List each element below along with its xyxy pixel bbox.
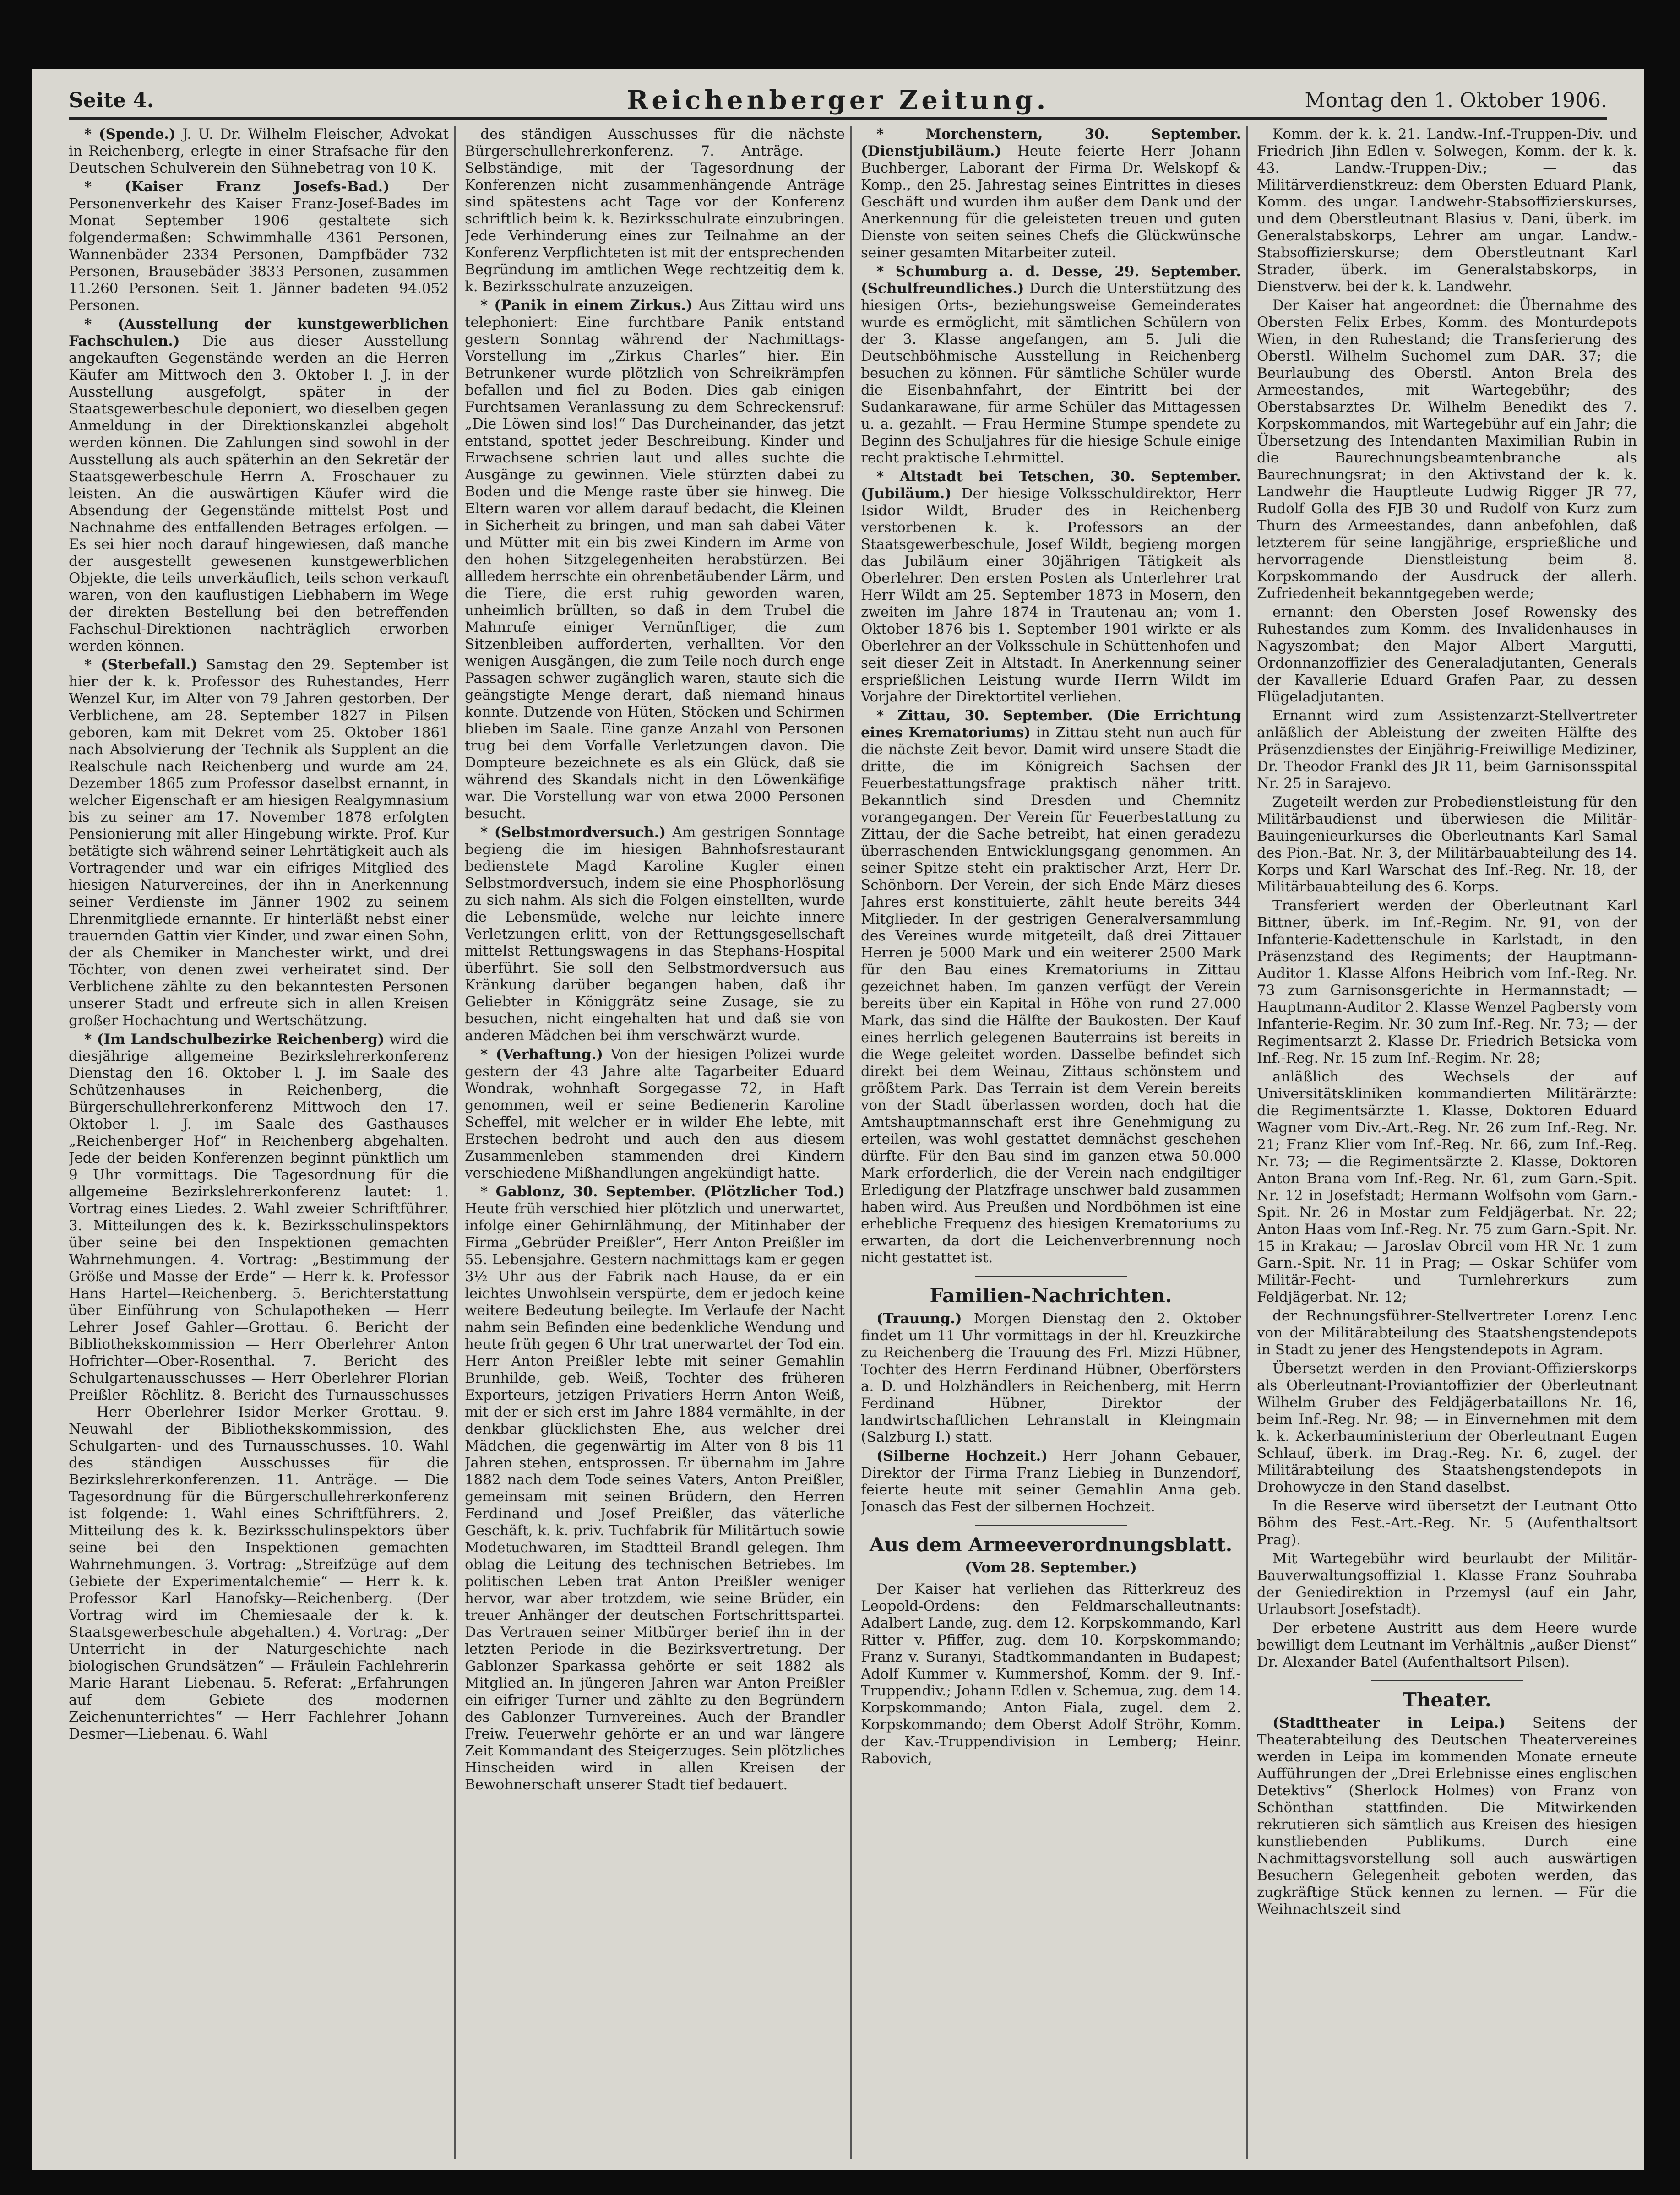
news-item-lead: * Altstadt bei Tetschen, 30. September. (Jubiläum.) <box>861 468 1241 502</box>
column-1 <box>69 126 449 2159</box>
c1-items <box>69 126 449 1743</box>
news-item-text: der Rechnungsführer-Stellvertreter Lorenz Lenc von der Militärabteilung des Staatshengstendepots in Stadt zu jener des Hengstendepots in Agram. <box>1257 1308 1637 1358</box>
news-item-text: Morgen Dienstag den 2. Oktober findet um 11 Uhr vormittags in der hl. Kreuzkirche zu Reichenberg die Trauung des Frl. Mizzi Hübner, Tochter des Herrn Ferdinand Hübner, Oberförsters a. D. und Holzhändlers in Reichenberg, mit Herrn Ferdinand Hübner, Direktor der landwirtschaftlichen Lehranstalt in Kleingmain (Salzburg I.) statt. <box>861 1310 1241 1445</box>
masthead-title: Reichenberger Zeitung. <box>626 85 1049 115</box>
news-item <box>861 1581 1241 1767</box>
newspaper-page <box>32 69 1644 2170</box>
news-item-lead: * Morchenstern, 30. September. (Dienstjubiläum.) <box>861 126 1241 159</box>
news-item-text: Mit Wartegebühr wird beurlaubt der Militär-Bauverwaltungsoffizial 1. Klasse Franz Souhraba der Geniedirektion in Przemysl (auf ein Jahr, Urlaubsort Josefstadt). <box>1257 1550 1637 1618</box>
column-4 <box>1257 126 1637 2159</box>
news-item <box>465 824 845 1044</box>
news-item <box>861 126 1241 261</box>
news-item-lead: * Zittau, 30. September. (Die Errichtung eines Krematoriums) <box>861 707 1241 741</box>
news-item-text: Samstag den 29. September ist hier der k. k. Professor des Ruhestandes, Herr Wenzel Kur, im Alter von 79 Jahren gestorben. Der Verblichene, am 28. September 1827 in Pilsen geboren, kam mit Dekret vom 25. Oktober 1861 nach Absolvierung der Technik als Supplent an die Realschule nach Reichenberg und wurde am 24. Dezember 1865 zum Professor daselbst ernannt, in welcher Eigenschaft er am hiesigen Realgymnasium bis zu seiner am 17. November 1878 erfolgten Pensionierung mit aller Hingebung wirkte. Prof. Kur betätigte sich während seiner Lehrtätigkeit auch als Vortragender und war ein eifriges Mitglied des hiesigen Naturvereines, der ihn in Anerkennung seiner Verdienste im Jänner 1902 zu seinem Ehrenmitgliede ernannte. Er hinterläßt nebst einer trauernden Gattin vier Kinder, und zwar einen Sohn, der als Chemiker in Manchester wirkt, und drei Töchter, von denen zwei verheiratet sind. Der Verblichene zählte zu den bekanntesten Personen unserer Stadt und erfreute sich in allen Kreisen großer Hochachtung und Wertschätzung. <box>69 657 449 1029</box>
news-item <box>69 657 449 1029</box>
news-item-lead: * Schumburg a. d. Desse, 29. September. (Schulfreundliches.) <box>861 263 1241 297</box>
news-item <box>861 468 1241 706</box>
news-item-text: ernannt: den Obersten Josef Rowensky des Ruhestandes zum Komm. des Invalidenhauses in Nagyszombat; den Major Albert Margutti, Ordonnanzoffizier des Generaladjutanten, Generals der Kavallerie Eduard Grafen Paar, zu dessen Flügeladjutanten. <box>1257 604 1637 705</box>
theater-items <box>1257 1715 1637 1918</box>
news-item-lead: * (Verhaftung.) <box>480 1046 603 1063</box>
news-item <box>861 707 1241 1266</box>
section-heading-family: Familien-Nachrichten. <box>930 1284 1172 1307</box>
news-item-lead: * (Ausstellung der kunstgewerblichen Fachschulen.) <box>69 316 449 349</box>
divider <box>975 1276 1127 1277</box>
news-item-text: Von der hiesigen Polizei wurde gestern der 43 Jahre alte Tagarbeiter Eduard Wondrak, wohnhaft Sorgegasse 72, in Haft genommen, weil er seine Bedienerin Karoline Scheffel, mit welcher er in wilder Ehe lebte, mit Erstechen bedroht und auch den aus diesem Zusammenleben stammenden drei Kindern verschiedene Mißhandlungen angekündigt hatte. <box>465 1046 845 1181</box>
divider <box>1371 1680 1523 1681</box>
c2-items <box>465 126 845 1793</box>
column-2 <box>465 126 845 2159</box>
army-items <box>861 1581 1241 1767</box>
news-item <box>861 1310 1241 1446</box>
news-item-text: in Zittau steht nun auch für die nächste Zeit bevor. Damit wird unsere Stadt die dritte, die im Königreich Sachsen der Feuerbestattungsfrage praktisch näher tritt. Bekanntlich sind Dresden und Chemnitz vorangegangen. Der Verein für Feuerbestattung zu Zittau, der die Sache betreibt, hat einen geradezu überraschenden Entwicklungsgang genommen. An seiner Spitze steht ein praktischer Arzt, Herr Dr. Schönborn. Der Verein, der sich Ende März dieses Jahres erst konstituierte, zählt heute bereits 344 Mitglieder. In der gestrigen Generalversammlung des Vereines wurde mitgeteilt, daß drei Zittauer Herren je 5000 Mark und ein weiterer 2500 Mark für den Bau eines Krematoriums in Zittau gezeichnet haben. Im ganzen verfügt der Verein bereits über ein Kapital in Höhe von rund 27.000 Mark, das sind die Hälfte der Baukosten. Der Kauf eines herrlich gelegenen Bauterrains ist bereits in die Wege geleitet worden. Dasselbe befindet sich direkt bei dem Weinau, Zittaus schönstem und größtem Park. Das Terrain ist dem Verein bereits von der Stadt überlassen worden, doch hat die Amtshauptmannschaft erst ihre Genehmigung zu erteilen, was wohl gestattet demnächst geschehen dürfte. Für den Bau sind im ganzen etwa 50.000 Mark erforderlich, die der Verein nach endgiltiger Erledigung der Platzfrage unschwer bald zusammen haben wird. Aus Preußen und Nordböhmen ist eine erhebliche Frequenz des hiesigen Krematoriums zu erwarten, da dort die Leichenverbrennung noch nicht gestattet ist. <box>861 724 1241 1266</box>
news-item <box>1257 794 1637 896</box>
news-item-lead: * (Sterbefall.) <box>84 657 198 673</box>
news-item-text: Aus Zittau wird uns telephoniert: Eine furchtbare Panik entstand gestern Sonntag während der Nachmittags-Vorstellung im „Zirkus Charles“ hier. Ein Betrunkener wurde plötzlich von Schreikrämpfen befallen und fiel zu Boden. Dies gab einigen Furchtsamen Veranlassung zu dem Schreckensruf: „Die Löwen sind los!“ Das Durcheinander, das jetzt entstand, spottet jeder Beschreibung. Kinder und Erwachsene schrien laut und alles suchte die Ausgänge zu gewinnen. Viele stürzten dabei zu Boden und die Menge raste über sie hinweg. Die Eltern waren vor allem darauf bedacht, die Kleinen in Sicherheit zu bringen, und man sah dabei Väter und Mütter mit ein bis zwei Kindern im Arme von den hohen Sitzgelegenheiten herabstürzen. Bei allledem herrschte ein ohrenbetäubender Lärm, und die Tiere, die erst ruhig geworden waren, unheimlich brüllten, so daß in dem Trubel die Mahnrufe einiger Vernünftiger, die zum Sitzenbleiben aufforderten, verhallten. Vor den wenigen Ausgängen, die zum Teile noch durch enge Passagen schwer zugänglich waren, staute sich die geängstigte Menge derart, daß niemand hinaus konnte. Dutzende von Hüten, Stöcken und Schirmen blieben im Saale. Eine ganze Anzahl von Personen trug bei dem Vorfalle Verletzungen davon. Die Dompteure bezeichnete es als ein Glück, daß sie während des Skandals nicht in den Löwenkäfige war. Die Vorstellung war von etwa 2000 Personen besucht. <box>465 297 845 822</box>
news-item <box>861 1448 1241 1516</box>
section-heading-army: Aus dem Armeeverordnungsblatt. <box>869 1533 1233 1556</box>
news-item <box>1257 897 1637 1067</box>
column-3 <box>861 126 1241 2159</box>
news-item <box>465 1046 845 1182</box>
news-item <box>1257 1360 1637 1496</box>
news-item-text: Heute früh verschied hier plötzlich und unerwartet, infolge einer Gehirnlähmung, der Mitinhaber der Firma „Gebrüder Preißler“, Herr Anton Preißler im 55. Lebensjahre. Gestern nachmittags kam er gegen 3½ Uhr aus der Fabrik nach Hause, da er ein leichtes Unwohlsein verspürte, dem er jedoch keine weitere Bedeutung beilegte. Im Verlaufe der Nacht nahm sein Befinden eine bedenkliche Wendung und heute früh gegen 6 Uhr trat unerwartet der Tod ein. Herr Anton Preißler lebte mit seiner Gemahlin Brunhilde, geb. Weiß, Tochter des früheren Exporteurs, jetzigen Privatiers Herrn Anton Weiß, mit der er sich erst im Jahre 1884 vermählte, in der denkbar glücklichsten Ehe, aus welcher drei Mädchen, die gegenwärtig im Alter von 8 bis 11 Jahren stehen, entsprossen. Er übernahm im Jahre 1882 nach dem Tode seines Vaters, Anton Preißler, gemeinsam mit seinen Brüdern, den Herren Ferdinand und Josef Preißler, das väterliche Geschäft, k. k. priv. Tuchfabrik für Militärtuch sowie Modetuchwaren, im Stadtteil Brandl gelegen. Ihm oblag die Leitung des technischen Betriebes. Im politischen Leben trat Anton Preißler weniger hervor, war aber trotzdem, wie seine Brüder, ein treuer Anhänger der deutschen Fortschrittspartei. Das Vertrauen seiner Mitbürger berief ihn in der letzten Periode in die Bezirksvertretung. Der Gablonzer Sparkassa gehörte er seit 1882 als Mitglied an. In jüngeren Jahren war Anton Preißler ein eifriger Turner und zählte zu den Begründern des Gablonzer Turnvereines. Auch der Brandler Freiw. Feuerwehr gehörte er an und war längere Zeit Kommandant des Steigerzuges. Sein plötzliches Hinscheiden wird in allen Kreisen der Bewohnerschaft unserer Stadt tief bedauert. <box>465 1201 845 1793</box>
news-item-text: Der hiesige Volksschuldirektor, Herr Isidor Wildt, Bruder des in Reichenberg verstorbenen k. k. Professors an der Staatsgewerbeschule, Josef Wildt, begieng morgen das Jubiläum einer 30jährigen Tätigkeit als Oberlehrer. Den ersten Posten als Unterlehrer trat Herr Wildt am 25. September 1873 in Mosern, den zweiten im Jahre 1874 in Trautenau an; vom 1. Oktober 1876 bis 1. September 1901 wirkte er als Oberlehrer an der Volksschule in Schüttenhofen und seit dieser Zeit in Altstadt. In Anerkennung seiner ersprießlichen Leistung wurde Herrn Wildt im Vorjahre der Direktortitel verliehen. <box>861 485 1241 705</box>
c4-items <box>1257 126 1637 1671</box>
news-item-lead: * (Kaiser Franz Josefs-Bad.) <box>84 179 390 195</box>
section-subheading-army: (Vom 28. September.) <box>965 1559 1137 1576</box>
news-item <box>1257 1550 1637 1618</box>
news-item-text: des ständigen Ausschusses für die nächste Bürgerschullehrerkonferenz. 7. Anträge. — Selbständige, mit der Tagesordnung der Konferenzen nicht zusammenhängende Anträge sind spätestens acht Tage vor der Konferenz schriftlich beim k. k. Bezirksschulrate einzubringen. Jede Verhinderung eines zur Teilnahme an der Konferenz Verpflichteten ist mit der entsprechenden Begründung im amtlichen Wege rechtzeitig dem k. k. Bezirksschulrate anzuzeigen. <box>465 126 845 295</box>
news-item <box>1257 604 1637 706</box>
column-rule <box>454 126 456 2159</box>
page-header <box>69 85 1607 120</box>
news-item <box>1257 297 1637 602</box>
news-item-text: Durch die Unterstützung des hiesigen Orts-, beziehungsweise Gemeinderates wurde es ermöglicht, mit sämtlichen Schülern von der 3. Klasse angefangen, am 5. Juli die Deutschböhmische Ausstellung in Reichenberg besuchen zu können. Für sämtliche Schüler wurde die Eisenbahnfahrt, der Eintritt bei der Sudankarawane, für arme Schüler das Mittagessen u. a. gezahlt. — Frau Hermine Stumpe spendete zu Beginn des Schuljahres für die hiesige Schule einige recht praktische Lehrmittel. <box>861 280 1241 466</box>
news-item <box>465 297 845 822</box>
news-item <box>465 1184 845 1793</box>
news-item <box>1257 1308 1637 1358</box>
news-item <box>69 316 449 655</box>
news-item-lead: * (Selbstmordversuch.) <box>480 824 666 841</box>
news-item-text: Komm. der k. k. 21. Landw.-Inf.-Truppen-Div. und Friedrich Jihn Edlen v. Solwegen, Komm. der k. k. 43. Landw.-Truppen-Div.; — das Militärverdienstkreuz: dem Obersten Eduard Plank, Komm. des ungar. Landwehr-Stabsoffizierskurses, und dem Oberstleutnant Blasius v. Dani, überk. im Generalstabskorps, Lehrer am ungar. Landw.-Stabsoffizierskurse; dem Oberstleutnant Karl Strader, überk. im Generalstabskorps, in Dienstverw. bei der k. k. Landwehr. <box>1257 126 1637 295</box>
news-item-lead: * (Spende.) <box>84 126 176 142</box>
news-item <box>69 126 449 177</box>
news-item-text: Der Personenverkehr des Kaiser Franz-Josef-Bades im Monat September 1906 gestaltete sich folgendermaßen: Schwimmhalle 4361 Personen, Wannenbäder 2334 Personen, Dampfbäder 732 Personen, Brausebäder 3833 Personen, zusammen 11.260 Personen. Seit 1. Jänner badeten 94.052 Personen. <box>69 179 449 314</box>
news-item <box>861 263 1241 467</box>
news-item <box>69 179 449 314</box>
news-item-lead: (Trauung.) <box>876 1310 962 1327</box>
news-item-text: Seitens der Theaterabteilung des Deutschen Theatervereines werden in Leipa im kommenden Monate erneute Aufführungen der „Drei Erlebnisse eines englischen Detektivs“ (Sherlock Holmes) von Franz von Schönthan stattfinden. Die Mitwirkenden rekrutieren sich sämtlich aus Kreisen des hiesigen kunstliebenden Publikums. Durch eine Nachmittagsvorstellung soll auch auswärtigen Besuchern Gelegenheit geboten werden, das zugkräftige Stück kennen zu lernen. — Für die Weihnachtszeit sind <box>1257 1715 1637 1918</box>
news-item <box>1257 126 1637 295</box>
news-item-text: wird die diesjährige allgemeine Bezirkslehrerkonferenz Dienstag den 16. Oktober l. J. im Saale des Schützenhauses in Reichenberg, die Bürgerschullehrerkonferenz Mittwoch den 17. Oktober l. J. im Saale des Gasthauses „Reichenberger Hof“ in Reichenberg abgehalten. Jede der beiden Konferenzen beginnt pünktlich um 9 Uhr vormittags. Die Tagesordnung für die allgemeine Bezirkslehrerkonferenz lautet: 1. Vortrag eines Liedes. 2. Wahl zweier Schriftführer. 3. Mitteilungen des k. k. Bezirksschulinspektors über seine bei den Inspektionen gemachten Wahrnehmungen. 4. Vortrag: „Bestimmung der Größe und Masse der Erde“ — Herr k. k. Professor Hans Hartel—Reichenberg. 5. Berichterstattung über Einführung von Schulapotheken — Herr Lehrer Josef Gahler—Grottau. 6. Bericht der Bibliothekskommission — Herr Oberlehrer Anton Hofrichter—Ober-Rosenthal. 7. Bericht des Schulgartenausschusses — Herr Oberlehrer Florian Preißler—Röchlitz. 8. Bericht des Turnausschusses — Herr Oberlehrer Isidor Merker—Grottau. 9. Neuwahl der Bibliothekskommission, des Schulgarten- und des Turnausschusses. 10. Wahl des ständigen Ausschusses für die Bezirkslehrerkonferenzen. 11. Anträge. — Die Tagesordnung für die Bürgerschullehrerkonferenz ist folgende: 1. Wahl eines Schriftführers. 2. Mitteilung des k. k. Bezirksschulinspektors über seine bei den Inspektionen gemachten Wahrnehmungen. 3. Vortrag: „Streifzüge auf dem Gebiete der Experimentalchemie“ — Herr k. k. Professor Karl Hanofsky—Reichenberg. (Der Vortrag wird im Chemiesaale der k. k. Staatsgewerbeschule abgehalten.) 4. Vortrag: „Der Unterricht in der Naturgeschichte nach biologischen Grundsätzen“ — Fräulein Fachlehrerin Marie Harant—Liebenau. 5. Referat: „Erfahrungen auf dem Gebiete des modernen Zeichenunterrichtes“ — Herr Fachlehrer Johann Desmer—Liebenau. 6. Wahl <box>69 1031 449 1742</box>
news-item-text: In die Reserve wird übersetzt der Leutnant Otto Böhm des Fest.-Art.-Reg. Nr. 5 (Aufenthaltsort Prag). <box>1257 1498 1637 1548</box>
divider <box>975 1525 1127 1526</box>
section-heading-theater: Theater. <box>1402 1689 1492 1711</box>
news-item-text: Der erbetene Austritt aus dem Heere wurde bewilligt dem Leutnant im Verhältnis „außer Dienst“ Dr. Alexander Batel (Aufenthaltsort Pilsen). <box>1257 1620 1637 1670</box>
news-item <box>1257 1715 1637 1918</box>
news-item-text: Der Kaiser hat verliehen das Ritterkreuz des Leopold-Ordens: den Feldmarschalleutnants: Adalbert Lande, zug. dem 12. Korpskommando, Karl Ritter v. Pfiffer, zug. dem 10. Korpskommando; Franz v. Suranyi, Stadtkommandanten in Budapest; Adolf Kummer v. Kummershof, Komm. der 9. Inf.-Truppendiv.; Johann Edlen v. Schemua, zug. dem 14. Korpskommando; Anton Fiala, zugel. dem 2. Korpskommando; dem Oberst Adolf Ströhr, Komm. der Kav.-Truppendivision in Lemberg; Heinr. Rabovich, <box>861 1581 1241 1767</box>
news-item-text: Übersetzt werden in den Proviant-Offizierskorps als Oberleutnant-Proviantoffizier der Oberleutnant Wilhelm Gruber des Feldjägerbataillons Nr. 16, beim Inf.-Reg. Nr. 98; — in Einvernehmen mit dem k. k. Ackerbauministerium der Oberleutnant Eugen Schlauf, überk. im Drag.-Reg. Nr. 6, zugel. der Militärabteilung des Staatshengstendepots in Drohowycze in den Stand daselbst. <box>1257 1360 1637 1495</box>
column-rule <box>1246 126 1248 2159</box>
news-item-text: Heute feierte Herr Johann Buchberger, Laborant der Firma Dr. Welskopf & Komp., den 25. Jahrestag seines Eintrittes in dieses Geschäft und wurden ihm außer dem Dank und der Anerkennung für die geleisteten treuen und guten Dienste von seiten seines Chefs die Glückwünsche seiner gesamten Mitarbeiter zuteil. <box>861 143 1241 261</box>
news-item <box>1257 1498 1637 1548</box>
column-rule <box>850 126 852 2159</box>
family-items <box>861 1310 1241 1516</box>
news-item-text: J. U. Dr. Wilhelm Fleischer, Advokat in Reichenberg, erlegte in einer Strafsache für den Deutschen Schulverein den Sühnebetrag von 10 K. <box>69 126 449 176</box>
news-item <box>465 126 845 295</box>
news-item-lead: * (Panik in einem Zirkus.) <box>480 297 693 314</box>
news-item-text: Die aus dieser Ausstellung angekauften Gegenstände werden an die Herren Käufer am Mittwoch den 3. Oktober l. J. in der Ausstellung ausgefolgt, später in der Staatsgewerbeschule deponiert, wo dieselben gegen Anmeldung in der Direktionskanzlei abgeholt werden können. Die Zahlungen sind sowohl in der Ausstellung als auch späterhin an den Sekretär der Staatsgewerbeschule Herrn A. Froschauer zu leisten. An die auswärtigen Käufer wird die Absendung der Gegenstände mittelst Post und Nachnahme des entfallenden Betrages erfolgen. — Es sei hier noch darauf hingewiesen, daß manche der ausgestellt gewesenen kunstgewerblichen Objekte, die teils unverkäuflich, teils schon verkauft waren, von den kauflustigen Liebhabern im Wege der direkten Bestellung bei den betreffenden Fachschul-Direktionen nachträglich erworben werden können. <box>69 333 449 654</box>
news-item-lead: (Silberne Hochzeit.) <box>876 1448 1048 1464</box>
news-item-text: Herr Johann Gebauer, Direktor der Firma Franz Liebieg in Bunzendorf, feierte heute mit seiner Gemahlin Anna geb. Jonasch das Fest der silbernen Hochzeit. <box>861 1448 1241 1515</box>
news-item-text: Ernannt wird zum Assistenzarzt-Stellvertreter anläßlich der Ableistung der zweiten Hälfte des Präsenzdienstes der Einjährig-Freiwillige Mediziner, Dr. Theodor Frankl des JR 11, beim Garnisonsspital Nr. 25 in Sarajevo. <box>1257 707 1637 792</box>
news-item <box>69 1031 449 1743</box>
news-item-text: Der Kaiser hat angeordnet: die Übernahme des Obersten Felix Erbes, Komm. des Monturdepots Wien, in den Ruhestand; die Transferierung des Oberstl. Wilhelm Suchomel zum DAR. 37; die Beurlaubung des Oberstl. Anton Brela des Armeestandes, mit Wartegebühr; des Oberstabsarztes Dr. Wilhelm Benedikt des 7. Korpskommandos, mit Wartegebühr auf ein Jahr; die Übersetzung des Intendanten Maximilian Rubin in die Baurechnungsbeamtenbranche als Baurechnungsrat; in den Aktivstand der k. k. Landwehr die Hauptleute Ludwig Rigger JR 77, Rudolf Golla des FJB 30 und Rudolf von Kurz zum Thurn des Armeestandes, dann anbefohlen, daß letzterem für seine langjährige, ersprießliche und hervorragende Dienstleistung beim 8. Korpskommando der Ausdruck der allerh. Zufriedenheit bekanntgegeben werde; <box>1257 297 1637 602</box>
news-item-lead: * Gablonz, 30. September. (Plötzlicher Tod.) <box>480 1184 845 1200</box>
news-item <box>1257 707 1637 792</box>
page-number: Seite 4. <box>69 89 154 112</box>
news-item-lead: * (Im Landschulbezirke Reichenberg) <box>84 1031 385 1048</box>
news-item-text: Transferiert werden der Oberleutnant Karl Bittner, überk. im Inf.-Regim. Nr. 91, von der Infanterie-Kadettenschule in Karlstadt, in den Präsenzstand des Regiments; der Hauptmann-Auditor 1. Klasse Alfons Heibrich vom Inf.-Reg. Nr. 73 zum Garnisonsgerichte in Hermannstadt; — Hauptmann-Auditor 2. Klasse Wenzel Pagbersty vom Infanterie-Regim. Nr. 30 zum Inf.-Reg. Nr. 73; — der Regimentsarzt 2. Klasse Dr. Friedrich Betsicka vom Inf.-Reg. Nr. 15 zum Inf.-Regim. Nr. 28; <box>1257 897 1637 1066</box>
news-item <box>1257 1069 1637 1306</box>
news-item-text: Am gestrigen Sonntage begieng die im hiesigen Bahnhofsrestaurant bedienstete Magd Karoline Kugler einen Selbstmordversuch, indem sie eine Phosphorlösung zu sich nahm. Als sich die Folgen einstellten, wurde die Lebensmüde, welche nur leichte innere Verletzungen erlitt, von der Rettungsgesellschaft mittelst Rettungswagens in das Stephans-Hospital überführt. Sie soll den Selbstmordversuch aus Kränkung darüber begangen haben, daß ihr Geliebter in Königgrätz seine Zusage, sie zu besuchen, nicht eingehalten hat und daß sie von anderen Mädchen bei ihm verschwärzt wurde. <box>465 824 845 1044</box>
news-item-lead: (Stadttheater in Leipa.) <box>1272 1715 1506 1731</box>
news-item-text: Zugeteilt werden zur Probedienstleistung für den Militärbaudienst und überwiesen die Militär-Bauingenieurkurses die Oberleutnants Karl Samal des Pion.-Bat. Nr. 3, der Militärbauabteilung des 14. Korps und Karl Warschat des Inf.-Reg. Nr. 18, der Militärbauabteilung des 6. Korps. <box>1257 794 1637 895</box>
news-item <box>1257 1620 1637 1671</box>
c3-items <box>861 126 1241 1266</box>
news-item-text: anläßlich des Wechsels der auf Universitätskliniken kommandierten Militärärzte: die Regimentsärzte 1. Klasse, Doktoren Eduard Wagner vom Div.-Art.-Reg. Nr. 26 zum Inf.-Reg. Nr. 21; Franz Klier vom Inf.-Reg. Nr. 66, zum Inf.-Reg. Nr. 73; — die Regimentsärzte 2. Klasse, Doktoren Anton Brana vom Inf.-Reg. Nr. 61, zum Garn.-Spit. Nr. 12 in Josefstadt; Hermann Wolfsohn vom Garn.-Spit. Nr. 26 in Mostar zum Feldjägerbat. Nr. 22; Anton Haas vom Inf.-Reg. Nr. 75 zum Garn.-Spit. Nr. 15 in Krakau; — Jaroslav Obrcil vom HR Nr. 1 zum Garn.-Spit. Nr. 11 in Prag; — Oskar Schüfer vom Militär-Fecht- und Turnlehrerkurs zum Feldjägerbat. Nr. 12; <box>1257 1069 1637 1305</box>
issue-date: Montag den 1. Oktober 1906. <box>1305 89 1607 112</box>
